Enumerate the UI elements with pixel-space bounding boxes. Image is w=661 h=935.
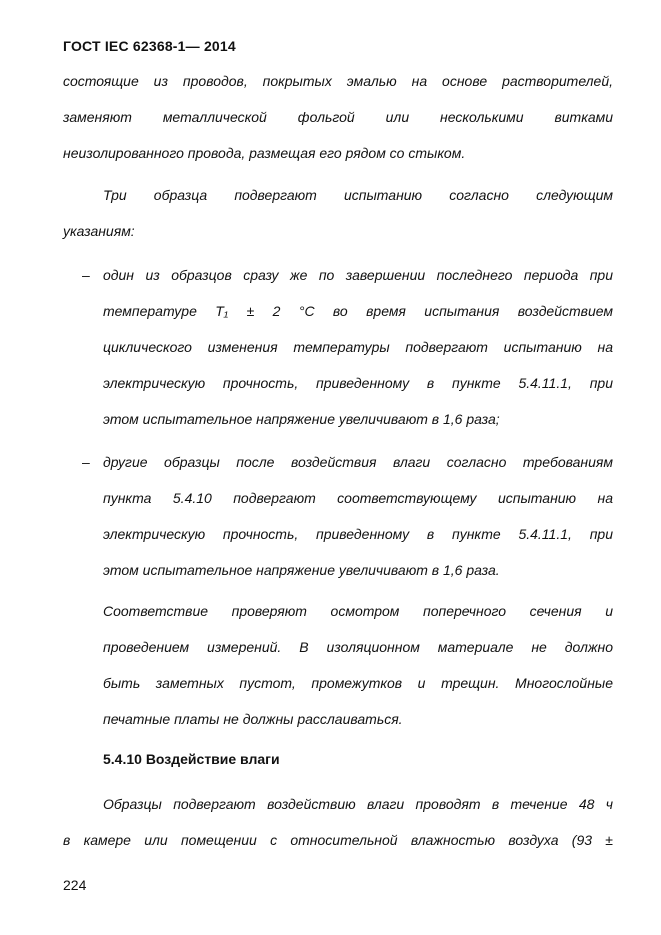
para1-line-3: неизолированного провода, размещая его рядом со стыком. <box>63 145 466 161</box>
para3-line-3: быть заметных пустот, промежутков и трещин. Многослойные <box>103 675 613 691</box>
para4-line-1: Образцы подвергают воздействию влаги проводят в течение 48 ч <box>103 796 613 812</box>
para2-line-2: указаниям: <box>63 223 135 239</box>
para1-line-1: состоящие из проводов, покрытых эмалью на основе растворителей, <box>63 73 613 89</box>
bullet-1-line-4: электрическую прочность, приведенному в пункте 5.4.11.1, при <box>103 375 613 391</box>
para4-line-2: в камере или помещении с относительной влажностью воздуха (93 ± <box>63 832 613 848</box>
bullet-2-marker: – <box>82 454 90 470</box>
bullet-1-line-1: один из образцов сразу же по завершении последнего периода при <box>103 267 613 283</box>
para3-line-2: проведением измерений. В изоляционном материале не должно <box>103 639 613 655</box>
bullet-1-line-3: циклического изменения температуры подвергают испытанию на <box>103 339 613 355</box>
bullet-1-line-2: температуре T₁ ± 2 °C во время испытания воздействием <box>103 303 613 319</box>
bullet-1-line-5: этом испытательное напряжение увеличивают в 1,6 раза; <box>103 411 500 427</box>
bullet-2-line-3: электрическую прочность, приведенному в пункте 5.4.11.1, при <box>103 526 613 542</box>
para1-line-2: заменяют металлической фольгой или несколькими витками <box>63 109 613 125</box>
para2-line-1: Три образца подвергают испытанию согласно следующим <box>103 187 613 203</box>
bullet-1-marker: – <box>82 267 90 283</box>
bullet-2-line-1: другие образцы после воздействия влаги согласно требованиям <box>103 454 613 470</box>
bullet-2-line-2: пункта 5.4.10 подвергают соответствующему испытанию на <box>103 490 613 506</box>
para3-line-4: печатные платы не должны расслаиваться. <box>103 711 403 727</box>
para3-line-1: Соответствие проверяют осмотром поперечного сечения и <box>103 603 613 619</box>
page-number: 224 <box>63 877 87 893</box>
document-header: ГОСТ IEC 62368-1— 2014 <box>63 38 236 54</box>
bullet-2-line-4: этом испытательное напряжение увеличивают в 1,6 раза. <box>103 562 500 578</box>
section-heading: 5.4.10 Воздействие влаги <box>103 751 280 767</box>
